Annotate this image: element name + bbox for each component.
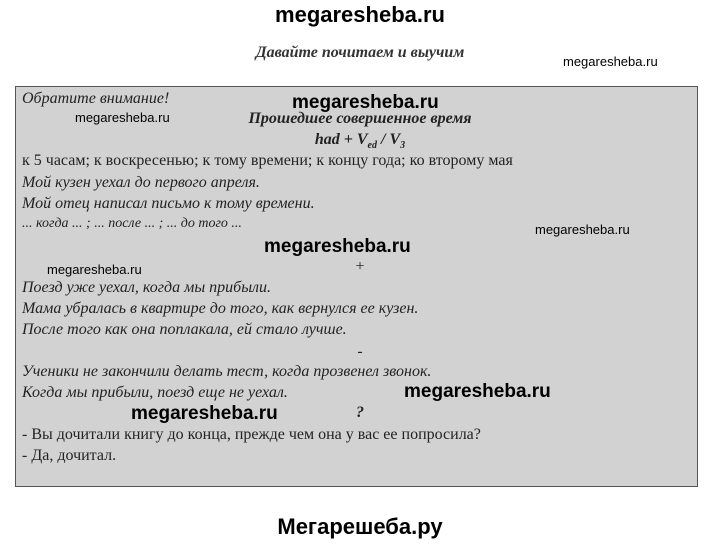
attention-note: Обратите внимание! bbox=[22, 90, 170, 107]
question-sign: ? bbox=[356, 404, 364, 421]
watermark: megaresheba.ru bbox=[264, 236, 411, 257]
negative-sign: - bbox=[357, 343, 363, 360]
watermark: megaresheba.ru bbox=[535, 222, 630, 237]
site-title: megaresheba.ru bbox=[275, 2, 445, 27]
watermark: megaresheba.ru bbox=[292, 92, 439, 113]
example-sentence: Мой отец написал письмо к тому времени. bbox=[22, 195, 315, 212]
watermark: megaresheba.ru bbox=[75, 110, 170, 125]
watermark: megaresheba.ru bbox=[47, 262, 142, 277]
question-example: - Вы дочитали книгу до конца, прежде чем она у вас ее попросила? bbox=[22, 426, 481, 443]
rule-title: Прошедшее совершенное время bbox=[248, 110, 472, 127]
watermark: megaresheba.ru bbox=[131, 403, 278, 424]
example-sentence: Мой кузен уехал до первого апреля. bbox=[22, 174, 260, 191]
tense-formula: had + $V_{ed} / V_3$ bbox=[314, 131, 406, 151]
section-heading: Давайте почитаем и выучим bbox=[255, 44, 465, 61]
positive-sign: + bbox=[355, 258, 365, 275]
watermark: megaresheba.ru bbox=[404, 381, 551, 402]
negative-example: Когда мы прибыли, поезд еще не уехал. bbox=[22, 384, 288, 401]
time-markers: к 5 часам; к воскресенью; к тому времени; к концу года; ко второму мая bbox=[22, 152, 513, 169]
positive-example: После того как она поплакала, ей стало лучше. bbox=[22, 321, 347, 338]
positive-example: Мама убралась в квартире до того, как вернулся ее кузен. bbox=[22, 300, 419, 317]
answer-example: - Да, дочитал. bbox=[22, 447, 117, 464]
conjunctions-pattern: ... когда ... ; ... после ... ; ... до того ... bbox=[22, 216, 242, 231]
watermark: megaresheba.ru bbox=[563, 54, 658, 69]
positive-example: Поезд уже уехал, когда мы прибыли. bbox=[22, 279, 272, 296]
footer-title: Мегарешеба.ру bbox=[277, 514, 443, 539]
negative-example: Ученики не закончили делать тест, когда прозвенел звонок. bbox=[22, 363, 432, 380]
